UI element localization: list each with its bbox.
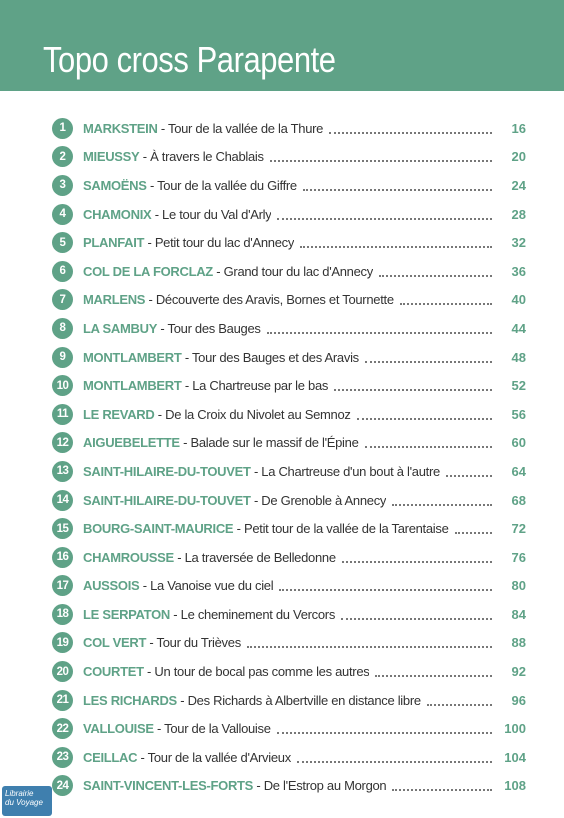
entry-description: Tour de la vallée de la Thure xyxy=(168,120,324,136)
dot-leader xyxy=(342,560,492,563)
toc-entry xyxy=(52,400,526,429)
toc-entry xyxy=(52,114,526,143)
entry-separator: - xyxy=(250,492,262,508)
entry-description: Un tour de bocal pas comme les autres xyxy=(154,664,370,680)
entry-number-badge: 10 xyxy=(52,375,73,396)
entry-number-badge: 3 xyxy=(52,175,73,196)
dot-leader xyxy=(400,302,492,305)
dot-leader xyxy=(267,331,492,334)
entry-number-badge: 5 xyxy=(52,232,73,253)
entry-description: Le tour du Val d'Arly xyxy=(162,206,272,222)
entry-text xyxy=(83,435,359,450)
entry-separator: - xyxy=(153,721,165,737)
entry-description: Tour des Bauges xyxy=(167,320,261,336)
dot-leader xyxy=(329,131,492,134)
entry-number-badge: 13 xyxy=(52,461,73,482)
entry-text xyxy=(83,350,359,365)
dot-leader xyxy=(392,788,492,791)
entry-page-number: 96 xyxy=(511,692,526,708)
entry-description: Des Richards à Albertville en distance libre xyxy=(187,692,421,708)
entry-number-badge: 6 xyxy=(52,261,73,282)
entry-place: CEILLAC xyxy=(83,749,138,765)
entry-text xyxy=(83,149,264,164)
entry-number-badge: 18 xyxy=(52,604,73,625)
entry-separator: - xyxy=(139,149,151,165)
dot-leader xyxy=(379,274,492,277)
entry-text xyxy=(83,207,271,222)
entry-description: Tour de la vallée du Giffre xyxy=(157,177,297,193)
entry-separator: - xyxy=(146,177,158,193)
dot-leader xyxy=(300,245,492,248)
entry-page-number: 16 xyxy=(511,120,526,136)
entry-separator: - xyxy=(145,292,156,308)
dot-leader xyxy=(357,417,492,420)
entry-separator: - xyxy=(137,749,148,765)
entry-place: SAINT-HILAIRE-DU-TOUVET xyxy=(83,492,251,508)
entry-description: Tour des Bauges et des Aravis xyxy=(191,349,359,365)
entry-separator: - xyxy=(157,320,168,336)
entry-place: PLANFAIT xyxy=(83,235,145,251)
entry-description: La Vanoise vue du ciel xyxy=(150,578,274,594)
toc-entry xyxy=(52,743,526,772)
entry-description: Le cheminement du Vercors xyxy=(180,606,336,622)
toc-entry xyxy=(52,657,526,686)
entry-description: La Chartreuse par le bas xyxy=(192,378,329,394)
entry-number-badge: 11 xyxy=(52,404,73,425)
entry-number-badge: 23 xyxy=(52,747,73,768)
entry-separator: - xyxy=(146,635,157,651)
entry-separator: - xyxy=(173,549,185,565)
entry-number-badge: 4 xyxy=(52,204,73,225)
entry-place: LE REVARD xyxy=(83,406,155,422)
entry-separator: - xyxy=(250,463,262,479)
entry-page-number: 40 xyxy=(511,292,526,308)
entry-page-number: 92 xyxy=(511,664,526,680)
entry-separator: - xyxy=(154,406,166,422)
entry-page-number: 76 xyxy=(511,549,526,565)
entry-page-number: 60 xyxy=(511,435,526,451)
entry-place: LE SERPATON xyxy=(83,606,170,622)
entry-number-badge: 20 xyxy=(52,661,73,682)
entry-description: Tour du Trièves xyxy=(156,635,241,651)
entry-place: MARKSTEIN xyxy=(83,120,158,136)
dot-leader xyxy=(297,760,492,763)
toc-entry xyxy=(52,314,526,343)
entry-separator: - xyxy=(143,664,155,680)
entry-description: Découverte des Aravis, Bornes et Tournette xyxy=(155,292,394,308)
entry-number-badge: 14 xyxy=(52,490,73,511)
toc-entry xyxy=(52,572,526,601)
entry-text xyxy=(83,693,421,708)
entry-place: BOURG-SAINT-MAURICE xyxy=(83,521,234,537)
entry-page-number: 84 xyxy=(511,606,526,622)
dot-leader xyxy=(334,388,492,391)
entry-separator: - xyxy=(181,378,193,394)
dot-leader xyxy=(247,645,492,648)
entry-number-badge: 15 xyxy=(52,518,73,539)
entry-text xyxy=(83,550,336,565)
entry-page-number: 80 xyxy=(511,578,526,594)
toc-entry xyxy=(52,486,526,515)
entry-place: SAMOËNS xyxy=(83,177,147,193)
entry-separator: - xyxy=(157,120,168,136)
entry-page-number: 24 xyxy=(511,177,526,193)
header-banner xyxy=(0,0,564,91)
entry-place: COL VERT xyxy=(83,635,147,651)
entry-separator: - xyxy=(139,578,151,594)
entry-place: SAINT-HILAIRE-DU-TOUVET xyxy=(83,463,251,479)
entry-text xyxy=(83,635,241,650)
toc-entry xyxy=(52,600,526,629)
entry-text xyxy=(83,264,373,279)
entry-separator: - xyxy=(233,521,244,537)
entry-place: SAINT-VINCENT-LES-FORTS xyxy=(83,778,254,794)
entry-number-badge: 12 xyxy=(52,432,73,453)
entry-place: AUSSOIS xyxy=(83,578,140,594)
entry-place: CHAMROUSSE xyxy=(83,549,174,565)
toc-entry xyxy=(52,371,526,400)
entry-text xyxy=(83,721,271,736)
dot-leader xyxy=(277,217,492,220)
toc-entry xyxy=(52,543,526,572)
toc-entry xyxy=(52,429,526,458)
entry-number-badge: 8 xyxy=(52,318,73,339)
toc-entry xyxy=(52,200,526,229)
entry-place: MIEUSSY xyxy=(83,149,140,165)
entry-page-number: 44 xyxy=(511,320,526,336)
dot-leader xyxy=(270,159,492,162)
entry-separator: - xyxy=(253,778,264,794)
librairie-du-voyage-logo xyxy=(2,786,52,816)
toc-entry xyxy=(52,228,526,257)
entry-page-number: 64 xyxy=(511,463,526,479)
entry-description: Tour de la Vallouise xyxy=(164,721,271,737)
entry-description: Petit tour du lac d'Annecy xyxy=(154,235,295,251)
entry-page-number: 56 xyxy=(511,406,526,422)
entry-page-number: 28 xyxy=(511,206,526,222)
entry-description: De l'Estrop au Morgon xyxy=(263,778,387,794)
toc-entry xyxy=(52,772,526,801)
entry-place: MONTLAMBERT xyxy=(83,378,182,394)
entry-page-number: 68 xyxy=(511,492,526,508)
dot-leader xyxy=(392,503,492,506)
entry-text xyxy=(83,493,386,508)
entry-place: MARLENS xyxy=(83,292,146,308)
entry-separator: - xyxy=(144,235,155,251)
entry-place: AIGUEBELETTE xyxy=(83,435,180,451)
dot-leader xyxy=(427,703,492,706)
entry-place: COURTET xyxy=(83,664,144,680)
toc-entry xyxy=(52,457,526,486)
entry-page-number: 32 xyxy=(511,235,526,251)
logo-line-1: Librairie xyxy=(5,789,34,798)
toc-entry xyxy=(52,714,526,743)
entry-separator: - xyxy=(151,206,163,222)
entry-text xyxy=(83,664,369,679)
entry-number-badge: 1 xyxy=(52,118,73,139)
entry-number-badge: 21 xyxy=(52,690,73,711)
toc-entry xyxy=(52,286,526,315)
dot-leader xyxy=(455,531,492,534)
dot-leader xyxy=(446,474,492,477)
toc-entry xyxy=(52,343,526,372)
entry-page-number: 100 xyxy=(504,721,526,737)
toc-entry xyxy=(52,143,526,172)
entry-text xyxy=(83,521,449,536)
entry-description: Balade sur le massif de l'Épine xyxy=(190,435,359,451)
entry-place: VALLOUISE xyxy=(83,721,154,737)
toc-entry xyxy=(52,629,526,658)
entry-text xyxy=(83,121,323,136)
table-of-contents xyxy=(52,114,526,800)
dot-leader xyxy=(277,731,492,734)
entry-text xyxy=(83,378,328,393)
entry-description: La traversée de Belledonne xyxy=(184,549,336,565)
entry-page-number: 20 xyxy=(511,149,526,165)
entry-separator: - xyxy=(176,692,188,708)
entry-text xyxy=(83,578,273,593)
entry-description: Tour de la vallée d'Arvieux xyxy=(147,749,291,765)
entry-separator: - xyxy=(179,435,191,451)
entry-number-badge: 2 xyxy=(52,146,73,167)
entry-page-number: 108 xyxy=(504,778,526,794)
dot-leader xyxy=(341,617,492,620)
entry-description: À travers le Chablais xyxy=(150,149,264,165)
entry-page-number: 48 xyxy=(511,349,526,365)
entry-text xyxy=(83,292,394,307)
toc-entry xyxy=(52,686,526,715)
entry-place: MONTLAMBERT xyxy=(83,349,182,365)
dot-leader xyxy=(375,674,492,677)
toc-entry xyxy=(52,257,526,286)
entry-number-badge: 9 xyxy=(52,347,73,368)
entry-separator: - xyxy=(181,349,192,365)
page-title: Topo cross Parapente xyxy=(43,39,336,80)
entry-separator: - xyxy=(212,263,224,279)
entry-description: Petit tour de la vallée de la Tarentaise xyxy=(243,521,449,537)
entry-text xyxy=(83,178,297,193)
dot-leader xyxy=(303,188,492,191)
entry-text xyxy=(83,321,261,336)
toc-entry xyxy=(52,514,526,543)
toc-entry xyxy=(52,171,526,200)
entry-text xyxy=(83,750,291,765)
dot-leader xyxy=(365,445,492,448)
entry-number-badge: 19 xyxy=(52,632,73,653)
logo-line-2: du Voyage xyxy=(5,798,43,807)
entry-separator: - xyxy=(170,606,181,622)
entry-page-number: 88 xyxy=(511,635,526,651)
entry-text xyxy=(83,607,335,622)
entry-place: LES RICHARDS xyxy=(83,692,177,708)
entry-description: Grand tour du lac d'Annecy xyxy=(223,263,373,279)
entry-number-badge: 22 xyxy=(52,718,73,739)
entry-description: De Grenoble à Annecy xyxy=(261,492,387,508)
entry-description: De la Croix du Nivolet au Semnoz xyxy=(165,406,351,422)
entry-number-badge: 16 xyxy=(52,547,73,568)
dot-leader xyxy=(279,588,492,591)
entry-number-badge: 24 xyxy=(52,775,73,796)
entry-place: COL DE LA FORCLAZ xyxy=(83,263,213,279)
entry-place: LA SAMBUY xyxy=(83,320,158,336)
entry-number-badge: 17 xyxy=(52,575,73,596)
entry-page-number: 52 xyxy=(511,378,526,394)
entry-text xyxy=(83,778,386,793)
entry-text xyxy=(83,464,440,479)
dot-leader xyxy=(365,360,492,363)
entry-description: La Chartreuse d'un bout à l'autre xyxy=(261,463,440,479)
entry-number-badge: 7 xyxy=(52,289,73,310)
entry-page-number: 36 xyxy=(511,263,526,279)
entry-page-number: 104 xyxy=(504,749,526,765)
entry-text xyxy=(83,235,294,250)
entry-page-number: 72 xyxy=(511,521,526,537)
entry-place: CHAMONIX xyxy=(83,206,152,222)
entry-text xyxy=(83,407,351,422)
